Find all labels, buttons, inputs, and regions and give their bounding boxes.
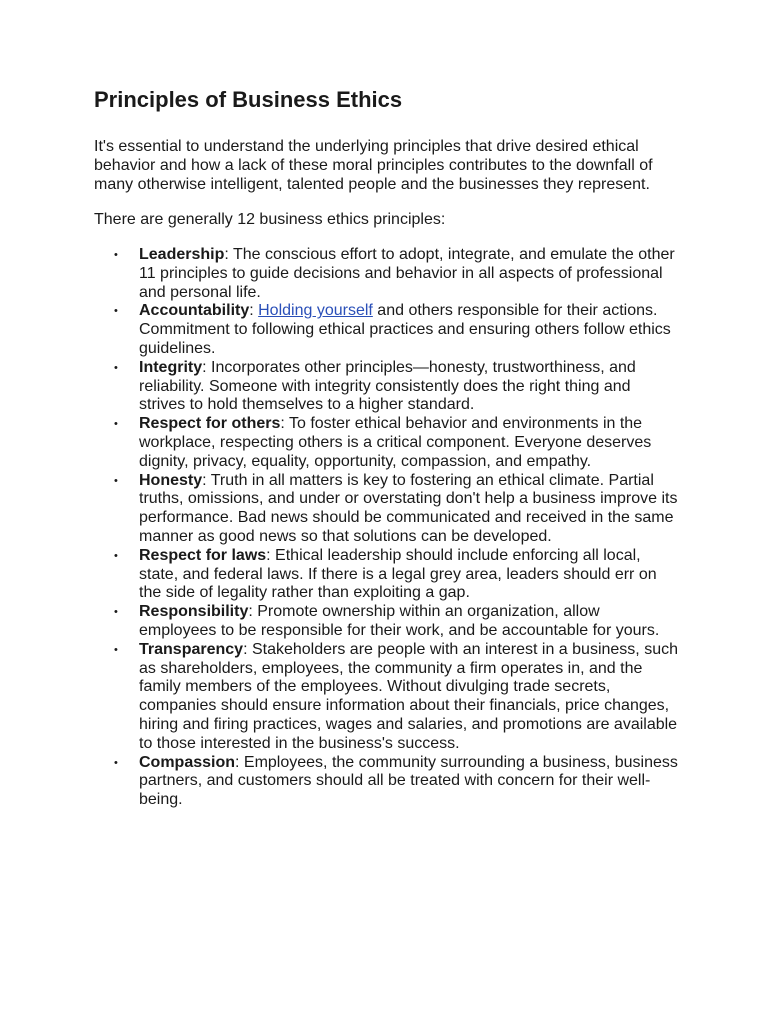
principle-separator: : [202,358,212,376]
bullet-icon: • [114,361,118,374]
holding-yourself-link[interactable]: Holding yourself [258,302,373,320]
principles-count-line: There are generally 12 business ethics principles: [94,211,446,228]
bullet-icon: • [114,643,118,656]
bullet-icon: • [114,249,118,261]
principle-term: Transparency [139,640,244,658]
principle-separator: : [235,753,244,771]
principle-item-leadership [94,246,678,302]
principle-description: Incorporates other principles—honesty, trustworthiness, and reliability. Someone with integrity consistently does the right thing and strives to hold themselves to a higher standard. [139,358,636,414]
principle-description: Promote ownership within an organization, allow employees to be responsible for their work, and be accountable for yours. [139,603,660,639]
principle-term: Integrity [139,358,203,376]
principle-item-integrity [94,359,678,415]
bullet-icon: • [114,549,118,562]
principle-term: Honesty [139,471,203,489]
principle-term: Leadership [139,246,225,263]
principle-description: The conscious effort to adopt, integrate, and emulate the other 11 principles to guide decisions and behavior in all aspects of professional and personal life. [139,246,675,301]
principle-item-accountability [94,302,678,358]
principle-separator: : [224,246,233,263]
principle-separator: : [202,471,211,489]
principle-description: Employees, the community surrounding a business, business partners, and customers should all be treated with concern for their well-being. [139,753,678,809]
principle-separator: : [243,640,252,658]
principle-term: Respect for laws [139,546,267,564]
principle-item-respect-for-others [94,415,678,471]
principle-separator: : [280,415,289,433]
principle-term: Responsibility [139,603,249,621]
bullet-icon: • [114,756,118,769]
principle-separator: : [249,302,259,320]
principle-term: Accountability [139,302,250,320]
principle-item-honesty [94,472,678,547]
principle-term: Respect for others [139,415,281,433]
principle-item-responsibility [94,603,678,641]
principle-description: Ethical leadership should include enforcing all local, state, and federal laws. If there is a legal grey area, leaders should err on the side of legality rather than exploiting a gap. [139,546,657,602]
principle-item-compassion [94,754,678,810]
principle-description: To foster ethical behavior and environments in the workplace, respecting others is a critical component. Everyone deserves dignity, privacy, equality, opportunity, compassion, and empathy. [139,415,652,470]
principle-separator: : [266,546,276,564]
intro-paragraph: It's essential to understand the underlying principles that drive desired ethical behavior and how a lack of these moral principles contributes to the downfall of many otherwise intelligent, talented people and the businesses they represent. [94,138,653,193]
page-title: Principles of Business Ethics [94,87,403,112]
principle-description: Stakeholders are people with an interest in a business, such as shareholders, employees, the community a firm operates in, and the family members of the employees. Without divulging trade secrets, companies should ensure information about their financials, price changes, hiring and firing practices, wages and salaries, and promotions are available to those interested in the business's success. [139,640,678,752]
principles-list [94,246,678,810]
bullet-icon: • [114,418,118,431]
bullet-icon: • [114,305,118,318]
principle-term: Compassion [139,753,236,771]
principle-description: Truth in all matters is key to fostering an ethical climate. Partial truths, omissions, and under or overstating don't help a business improve its performance. Bad news should be communicated and received in the same manner as good news so that solutions can be developed. [139,471,678,545]
bullet-icon: • [114,474,118,487]
principle-description: and others responsible for their actions. Commitment to following ethical practices and ensuring others follow ethics guidelines. [139,302,671,357]
bullet-icon: • [114,606,118,619]
principle-separator: : [248,603,258,621]
principle-item-respect-for-laws [94,547,678,603]
principle-item-transparency [94,641,678,754]
